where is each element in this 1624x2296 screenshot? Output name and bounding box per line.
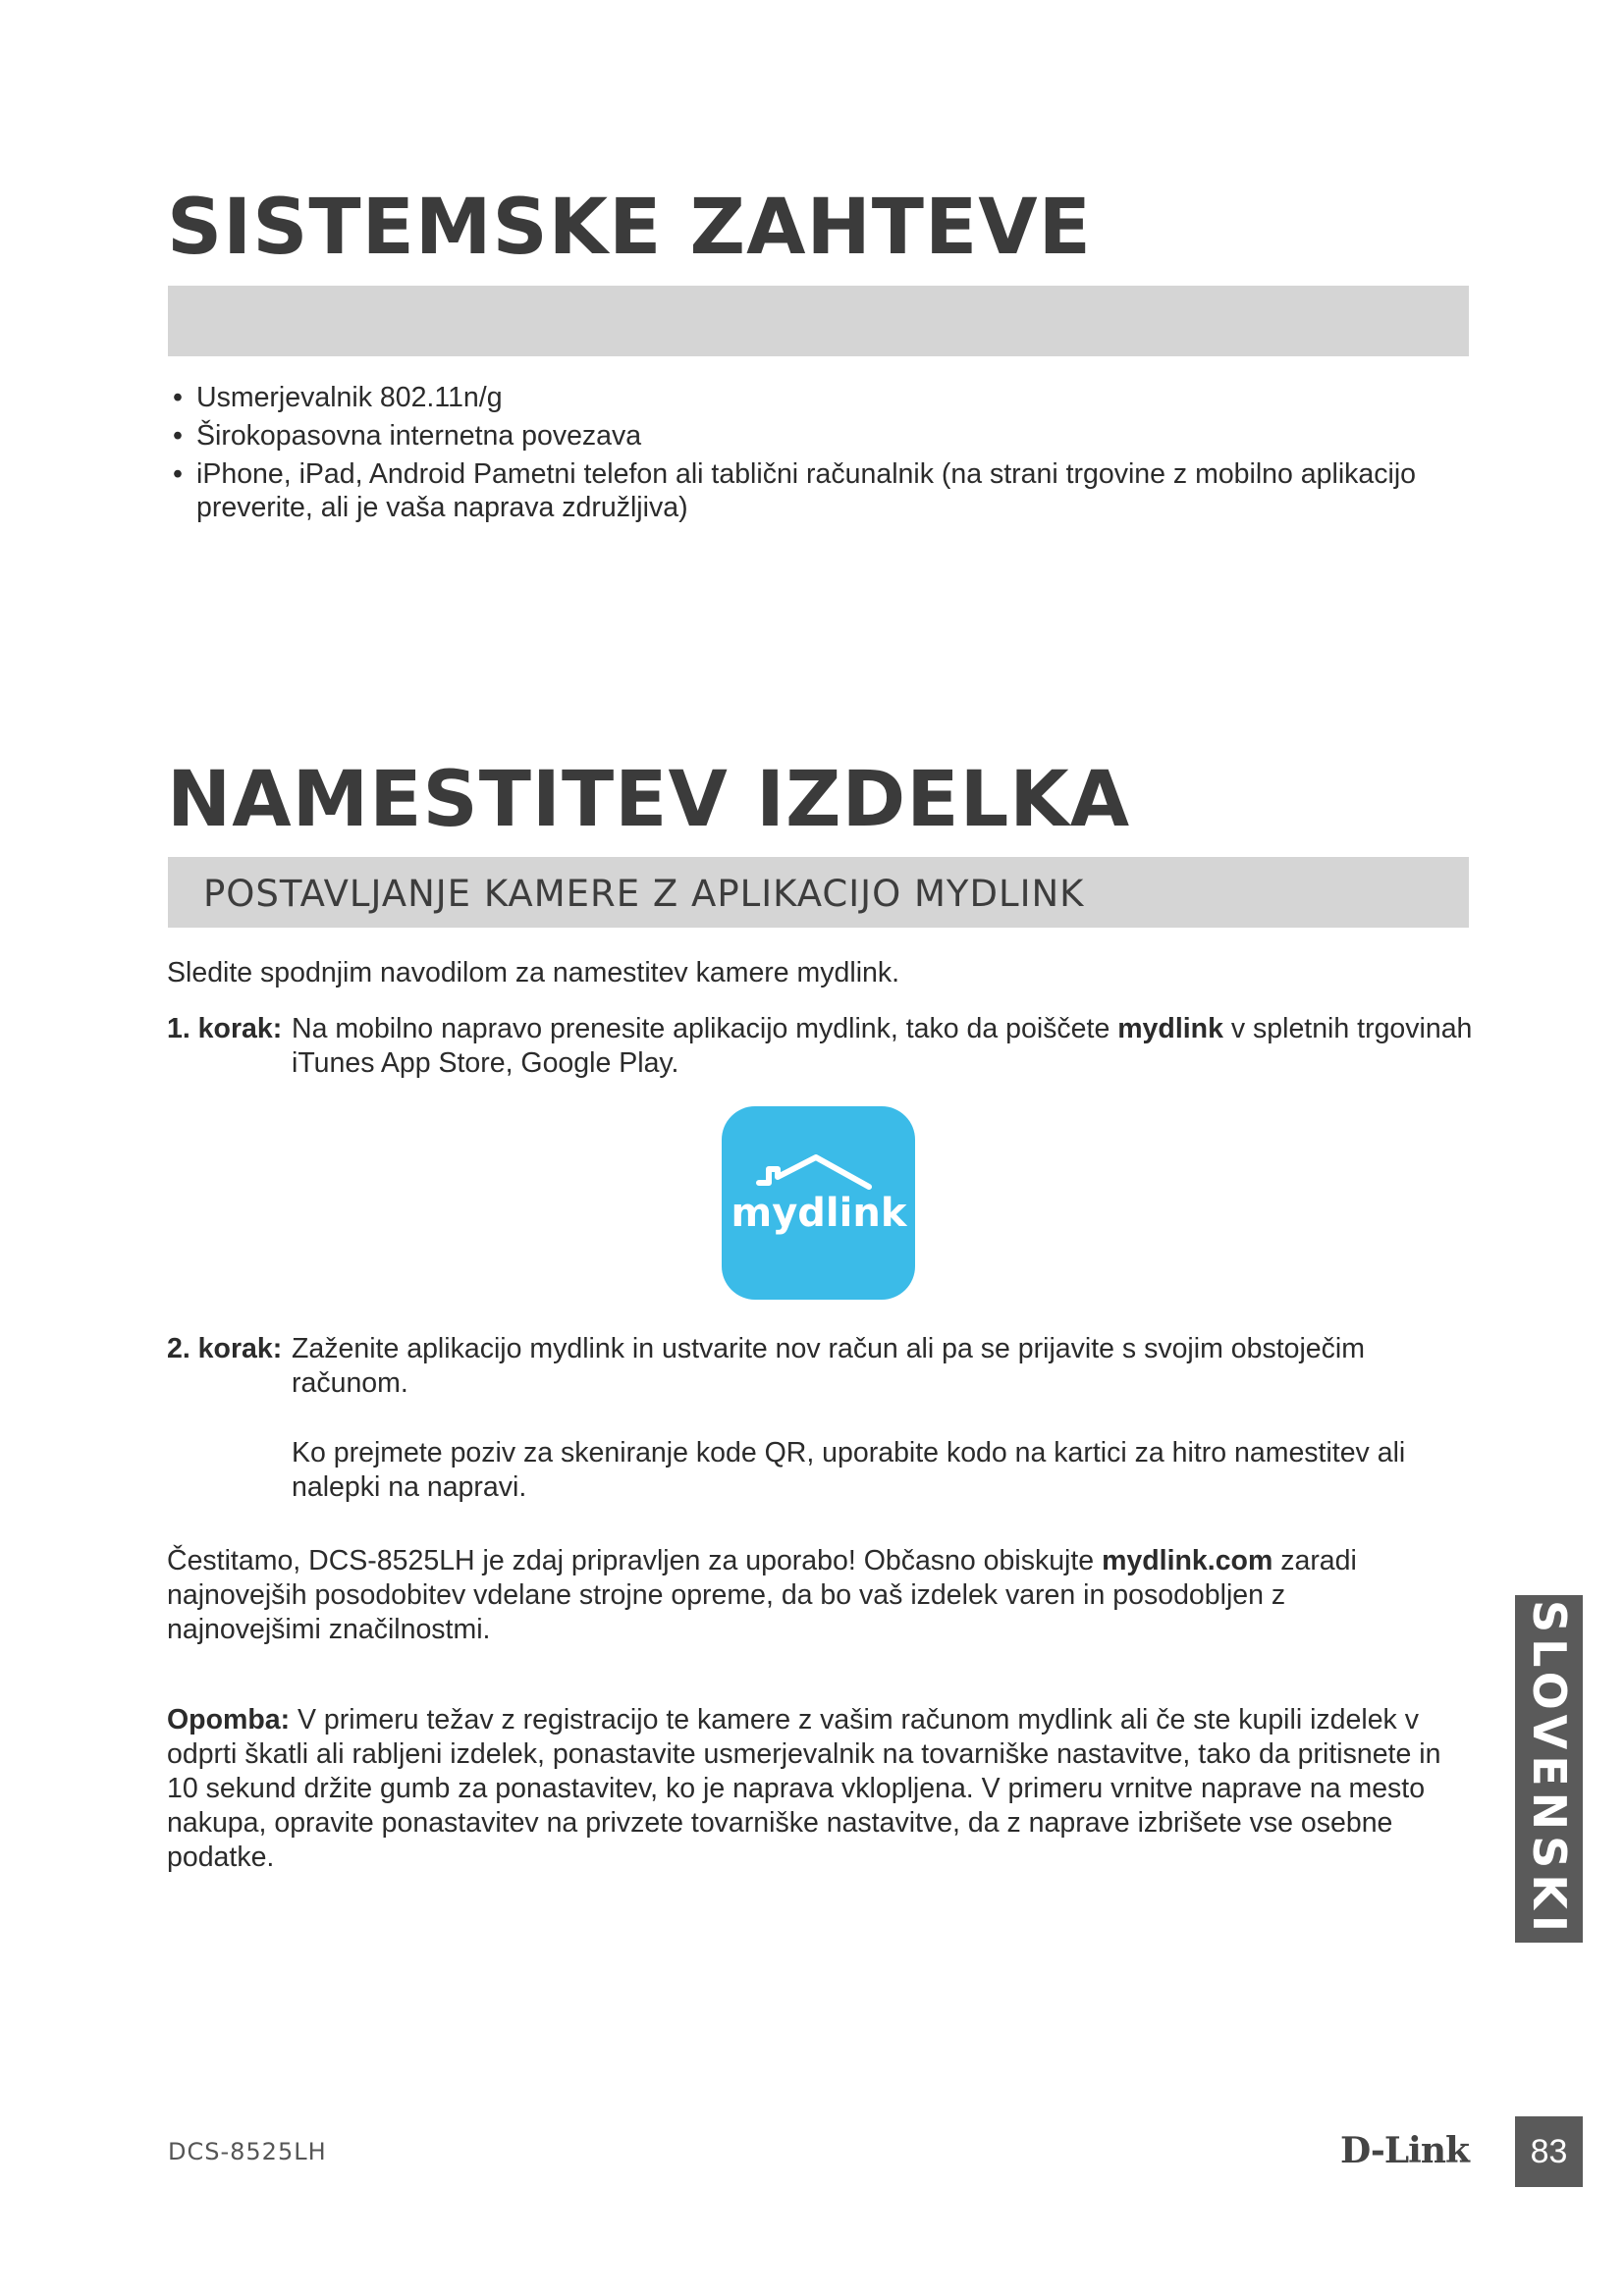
step-2-label: 2. korak: bbox=[167, 1333, 283, 1364]
section-bar-installation bbox=[168, 857, 1469, 928]
section-subtitle: POSTAVLJANJE KAMERE Z APLIKACIJO MYDLINK bbox=[203, 873, 1085, 915]
list-item: • iPhone, iPad, Android Pametni telefon ali tablični računalnik (na strani trgovine z mobilno aplikacijo preverite, ali je vaša naprava združljiva) bbox=[169, 457, 1465, 524]
step-2-text bbox=[292, 1332, 1473, 1505]
note-label: Opomba: bbox=[167, 1704, 291, 1735]
mydlink-link-text: mydlink.com bbox=[1102, 1545, 1273, 1576]
language-tab bbox=[1515, 1595, 1583, 1943]
step-1-text: Na mobilno napravo prenesite aplikacijo mydlink, tako da poiščete mydlink v spletnih trgovinah iTunes App Store, Google Play. bbox=[292, 1013, 1473, 1079]
section-bar-requirements bbox=[168, 286, 1469, 356]
app-icon-label: mydlink bbox=[731, 1191, 907, 1236]
step-2-paragraph-1: Zaženite aplikacijo mydlink in ustvarite nov račun ali pa se prijavite s svojim obstoječim računom. bbox=[292, 1333, 1365, 1399]
section-title-installation: NAMESTITEV IZDELKA bbox=[167, 756, 1131, 844]
list-item: • Usmerjevalnik 802.11n/g bbox=[169, 381, 1465, 414]
page-number: 83 bbox=[1515, 2116, 1583, 2187]
congrats-text: Čestitamo, DCS-8525LH je zdaj pripravljen za uporabo! Občasno obiskujte mydlink.com zaradi najnovejših posodobitev vdelane strojne opreme, da bo vaš izdelek varen in posodobljen z najnovejšimi značilnostmi. bbox=[167, 1545, 1357, 1645]
note-text: Opomba: V primeru težav z registracijo te kamere z vašim računom mydlink ali če ste kupili izdelek v odprti škatli ali rabljeni izdelek, ponastavite usmerjevalnik na tovarniške nastavitve, tako da pritisnete in 10 sekund držite gumb za ponastavitev, ko je naprava vklopljena. V primeru vrnitve naprave na mesto nakupa, opravite ponastavitev na privzete tovarniške nastavitve, da z naprave izbrišete vse osebne podatke. bbox=[167, 1704, 1441, 1873]
step-2 bbox=[167, 1332, 1473, 1505]
mydlink-app-icon bbox=[722, 1106, 915, 1300]
section-title-requirements: SISTEMSKE ZAHTEVE bbox=[167, 184, 1092, 272]
requirements-list bbox=[169, 381, 1465, 529]
house-roof-icon bbox=[722, 1106, 915, 1300]
language-tab-label: SLOVENSKI bbox=[1522, 1599, 1576, 1939]
list-item: • Širokopasovna internetna povezava bbox=[169, 419, 1465, 453]
step-2-paragraph-2: Ko prejmete poziv za skeniranje kode QR, uporabite kodo na kartici za hitro namestitev ali nalepki na napravi. bbox=[292, 1437, 1406, 1503]
intro-text: Sledite spodnjim navodilom za namestitev kamere mydlink. bbox=[167, 957, 900, 988]
brand-logo: D-Link bbox=[1340, 2130, 1469, 2171]
step-1 bbox=[167, 1012, 1473, 1081]
footer-model: DCS-8525LH bbox=[168, 2138, 327, 2165]
step-1-label: 1. korak: bbox=[167, 1013, 283, 1044]
mydlink-keyword: mydlink bbox=[1117, 1013, 1223, 1044]
